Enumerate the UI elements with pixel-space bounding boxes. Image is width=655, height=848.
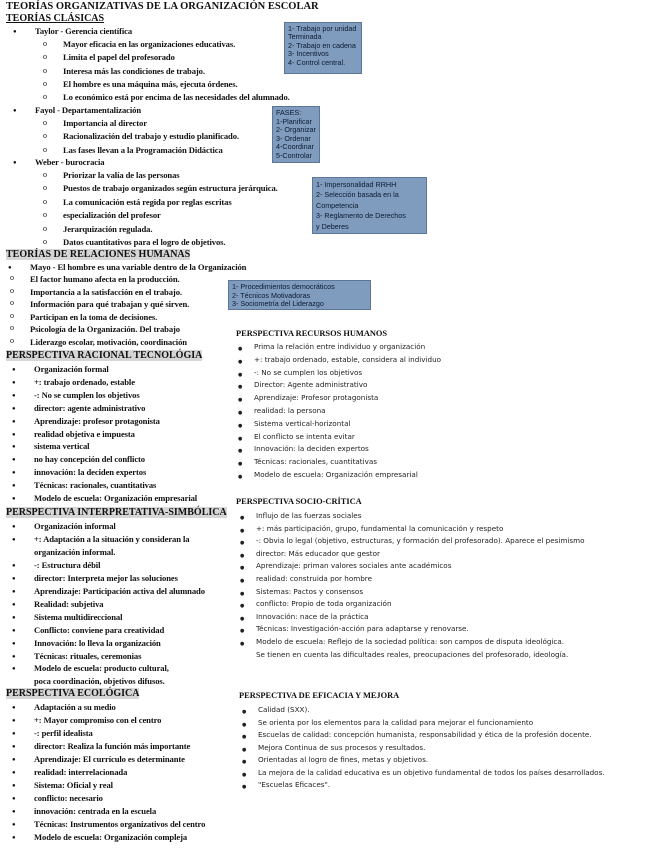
- box-line: 1-Planificar: [276, 116, 312, 126]
- list-item: ● Adaptación a su medio: [34, 701, 205, 714]
- list-item: Se tienen en cuenta las dificultades reales, preocupaciones del profesorado, ideología.: [256, 649, 569, 659]
- list-item: ● -: No se cumplen los objetivos: [34, 389, 197, 402]
- list-item: ● Modelo de escuela: Organización empresarial: [34, 492, 197, 505]
- section-title-human: TEORÍAS DE RELACIONES HUMANAS: [6, 249, 191, 260]
- list-item: o Importancia al director: [63, 117, 239, 130]
- list-item: ● Realidad: subjetiva: [34, 598, 205, 611]
- list-item: ● La mejora de la calidad educativa es un objetivo fundamental de todos los países desarrollados.: [258, 767, 605, 780]
- mayo-items: [30, 273, 189, 348]
- list-item: ● +: Mayor compromiso con el centro: [34, 714, 205, 727]
- list-item: o Participan en la toma de decisiones.: [30, 311, 189, 324]
- list-item: ● +: trabajo ordenado, estable: [34, 376, 197, 389]
- list-item: o Importancia a la satisfacción en el trabajo.: [30, 286, 189, 299]
- list-item: ● Innovación: lo lleva la organización: [34, 637, 205, 650]
- box-line: 1- Trabajo por unidad: [288, 24, 357, 33]
- fayol-items: [63, 117, 239, 157]
- list-item: ● -: No se cumplen los objetivos: [254, 367, 441, 380]
- list-item: o Información para qué trabajan y qué sirven.: [30, 298, 189, 311]
- list-item: ● Modelo de escuela: Reflejo de la sociedad política: son campos de disputa ideológica.: [256, 636, 585, 649]
- taylor-items: [63, 38, 290, 104]
- list-heading: ● Taylor - Gerencia científica: [35, 25, 132, 38]
- list-item: ● Modelo de escuela: Organización empresarial: [254, 469, 441, 482]
- list-item: ● Sistema: Oficial y real: [34, 779, 205, 792]
- list-item: ● Modelo de escuela: producto cultural,: [34, 662, 205, 675]
- box-line: 4-Coordinar: [276, 142, 314, 152]
- list-item: o Interesa más las condiciones de trabajo.: [63, 65, 290, 78]
- ecological-list: [34, 701, 205, 843]
- list-item: ● Técnicas: Investigación-acción para adaptarse y renovarse.: [256, 623, 585, 636]
- list-item: ● Aprendizaje: El currículo es determinante: [34, 753, 205, 766]
- list-heading: ● Weber - burocracia: [35, 156, 104, 169]
- list-item: ● no hay concepción del conflicto: [34, 453, 197, 466]
- list-item: ● realidad: la persona: [254, 405, 441, 418]
- list-item: ● Sistema multidireccional: [34, 611, 205, 624]
- list-item: o El hombre es una máquina más, ejecuta órdenes.: [63, 78, 290, 91]
- list-item: ● Aprendizaje: Participación activa del alumnado: [34, 585, 205, 598]
- mayo-list: [30, 261, 246, 273]
- list-item: ● Innovación: nace de la práctica: [256, 611, 585, 624]
- list-item: ● innovación: centrada en la escuela: [34, 805, 205, 818]
- box-line: 3- Incentivos: [288, 49, 329, 59]
- rational-list: [34, 363, 197, 505]
- list-item: ● realidad: interrelacionada: [34, 766, 205, 779]
- box-line: FASES:: [276, 108, 302, 117]
- list-item: ● realidad: construida por hombre: [256, 573, 585, 586]
- interpretive-list: [34, 520, 205, 688]
- list-item: ● Organización informal: [34, 520, 205, 533]
- section-title-hr: PERSPECTIVA RECURSOS HUMANOS: [236, 329, 388, 338]
- list-item: ● Calidad (SXX).: [258, 704, 605, 717]
- list-item: o Mayor eficacia en las organizaciones educativas.: [63, 38, 290, 51]
- section-title-interpretive: PERSPECTIVA INTERPRETATIVA-SIMBÓLICA: [6, 507, 227, 518]
- list-item: ● Técnicas: racionales, cuantitativas: [34, 479, 197, 492]
- box-line: 1- Impersonalidad RRHH: [316, 180, 397, 189]
- list-item: o Las fases llevan a la Programación Didáctica: [63, 144, 239, 157]
- box-line: 2- Técnicos Motivadoras: [232, 290, 311, 300]
- list-item: ● Sistemas: Pactos y consensos: [256, 586, 585, 599]
- list-item: ● director: agente administrativo: [34, 402, 197, 415]
- list-item: o Jerarquización regulada.: [63, 223, 278, 236]
- list-item: ● Modelo de escuela: Organización compleja: [34, 831, 205, 844]
- box-line: 2- Trabajo en cadena: [288, 40, 356, 50]
- list-item: ● Director: Agente administrativo: [254, 379, 441, 392]
- list-item: ● Aprendizaje: Profesor protagonista: [254, 392, 441, 405]
- box-line: Terminada: [288, 32, 322, 42]
- box-line: 2- Organizar: [276, 125, 316, 135]
- list-item: o Priorizar la valía de las personas: [63, 169, 278, 182]
- box-line: 3- Ordenar: [276, 133, 311, 143]
- section-title-rational: PERSPECTIVA RACIONAL TECNOLÓGIA: [6, 350, 203, 361]
- box-line: 4- Control central.: [288, 57, 346, 67]
- list-item: ● -: perfil idealista: [34, 727, 205, 740]
- section-title-efficacy: PERSPECTIVA DE EFICACIA Y MEJORA: [239, 691, 400, 700]
- list-item: ● Organización formal: [34, 363, 197, 376]
- list-item: ● "Escuelas Eficaces".: [258, 779, 605, 792]
- list-item: ● -: Obvia lo legal (objetivo, estructuras, y formación del profesorado). Aparece el pesimismo: [256, 535, 585, 548]
- weber-box: [312, 177, 427, 234]
- list-item: ● Prima la relación entre individuo y organización: [254, 341, 441, 354]
- box-line: 2- Selección basada en la: [316, 190, 399, 200]
- taylor-box: [284, 22, 362, 74]
- list-item: ● Escuelas de calidad: concepción humanista, responsabilidad y ética de la profesión docente.: [258, 729, 605, 742]
- list-item: ● conflicto: Propio de toda organización: [256, 598, 585, 611]
- fayol-box: [272, 106, 320, 163]
- hr-list: [254, 341, 441, 482]
- list-item: ● +: Adaptación a la situación y consideran la: [34, 533, 205, 546]
- fayol-list: [35, 104, 141, 117]
- list-item: ● +: más participación, grupo, fundamental la comunicación y respeto: [256, 523, 585, 536]
- list-item: ● conflicto: necesario: [34, 792, 205, 805]
- box-line: Competencia: [316, 200, 359, 210]
- list-item: o Puestos de trabajo organizados según estructura jerárquica.: [63, 182, 278, 195]
- section-title-socio: PERSPECTIVA SOCIO-CRÍTICA: [236, 497, 362, 506]
- list-item: ● Conflicto: conviene para creatividad: [34, 624, 205, 637]
- list-item: o Lo económico está por encima de las necesidades del alumnado.: [63, 91, 290, 104]
- list-item: ● Técnicas: Instrumentos organizativos del centro: [34, 818, 205, 831]
- section-title-ecological: PERSPECTIVA ECOLÓGICA: [6, 688, 140, 699]
- list-item: o Racionalización del trabajo y estudio planificado.: [63, 130, 239, 143]
- list-heading: ● Mayo - El hombre es una variable dentro de la Organización: [30, 261, 246, 273]
- section-title-classic: TEORÍAS CLÁSICAS: [6, 13, 105, 24]
- box-line: 3- Sociometría del Liderazgo: [232, 299, 324, 308]
- list-item: ● Técnicas: racionales, cuantitativas: [254, 456, 441, 469]
- efficacy-list: [258, 704, 605, 792]
- mayo-box: [228, 280, 371, 310]
- list-item: o El factor humano afecta en la producción.: [30, 273, 189, 286]
- list-item: ● realidad objetiva e impuesta: [34, 428, 197, 441]
- taylor-list: [35, 25, 132, 38]
- box-line: y Deberes: [316, 221, 349, 231]
- list-item: ● +: trabajo ordenado, estable, considera al individuo: [254, 354, 441, 367]
- list-item: ● innovación: la deciden expertos: [34, 466, 197, 479]
- list-item: ● El conflicto se intenta evitar: [254, 431, 441, 444]
- list-item: ● Orientadas al logro de fines, metas y objetivos.: [258, 754, 605, 767]
- weber-items: [63, 169, 278, 249]
- list-item: ● Aprendizaje: priman valores sociales ante académicos: [256, 560, 585, 573]
- list-item: ● director: Más educador que gestor: [256, 548, 585, 561]
- page-title: TEORÍAS ORGANIZATIVAS DE LA ORGANIZACIÓN ESCOLAR: [6, 1, 319, 12]
- list-item: ● Mejora Continua de sus procesos y resultados.: [258, 742, 605, 755]
- list-item: o La comunicación está regida por reglas escritas: [63, 196, 278, 209]
- list-item: ● Influjo de las fuerzas sociales: [256, 510, 585, 523]
- list-item: ● director: Interpreta mejor las soluciones: [34, 572, 205, 585]
- list-item: poca coordinación, objetivos difusos.: [34, 676, 165, 687]
- list-item: o Liderazgo escolar, motivación, coordinación: [30, 336, 189, 349]
- box-line: 3- Reglamento de Derechos: [316, 211, 406, 221]
- list-item: ● Sistema vertical-horizontal: [254, 418, 441, 431]
- list-item: organización informal.: [34, 546, 116, 557]
- list-item: ● -: Estructura débil: [34, 559, 205, 572]
- list-item: ● Se orienta por los elementos para la calidad para mejorar el funcionamiento: [258, 717, 605, 730]
- list-item: ● director: Realiza la función más importante: [34, 740, 205, 753]
- list-item: ● Innovación: la deciden expertos: [254, 443, 441, 456]
- list-item: ● sistema vertical: [34, 440, 197, 453]
- box-line: 1- Procedimientos democráticos: [232, 282, 335, 291]
- list-item: o Psicología de la Organización. Del trabajo: [30, 323, 189, 336]
- list-item: o Limita el papel del profesorado: [63, 51, 290, 64]
- list-heading: ● Fayol - Departamentalización: [35, 104, 141, 117]
- list-item: ● Aprendizaje: profesor protagonista: [34, 415, 197, 428]
- list-item: o Datos cuantitativos para el logro de objetivos.: [63, 236, 278, 249]
- box-line: 5-Controlar: [276, 150, 312, 160]
- list-item: o especialización del profesor: [63, 209, 278, 222]
- list-item: ● Técnicas: rituales, ceremonias: [34, 650, 205, 663]
- socio-list: [256, 510, 585, 661]
